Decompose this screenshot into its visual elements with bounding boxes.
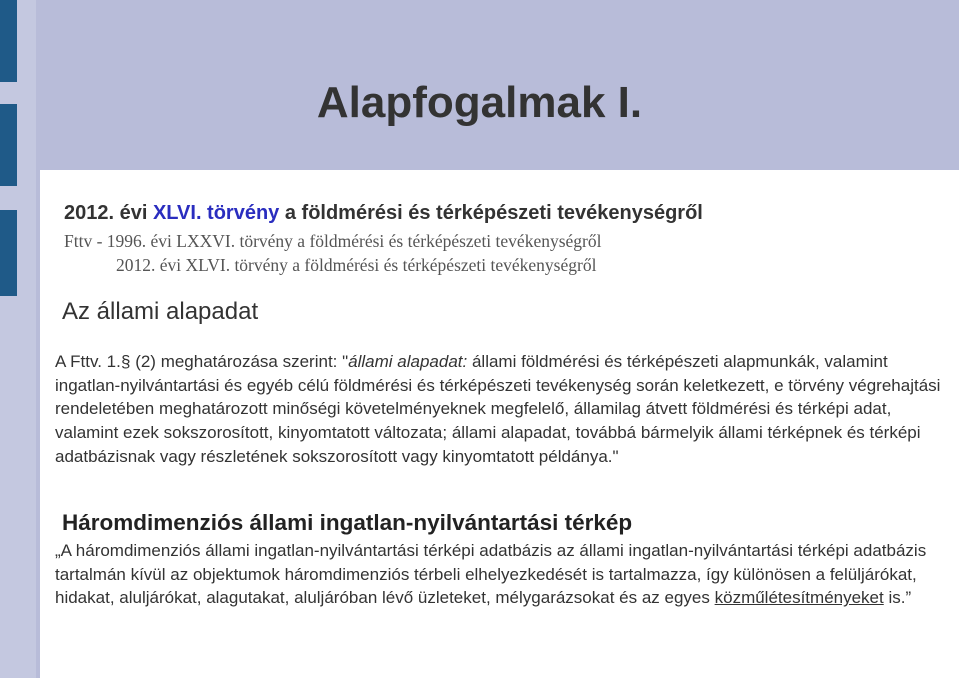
definition-part1: (2) meghatározása szerint: " [130,352,349,371]
definition-intro: A Fttv. 1. [55,352,121,371]
law-new-reference: 2012. évi XLVI. törvény a földmérési és térképészeti tevékenységről [116,255,597,275]
utility-link[interactable]: közműlétesítményeket [714,588,884,608]
law-old-reference: Fttv - 1996. évi LXXVI. törvény a földmérési és térképészeti tevékenységről [64,231,602,251]
definition-term: állami alapadat: [348,352,468,371]
section-heading-3d-map: Háromdimenziós állami ingatlan-nyilvántartási térkép [62,510,633,535]
law-year: 2012. évi [64,202,153,224]
decor-bar-bottom [0,210,17,296]
3d-map-paragraph [55,539,955,610]
section-sign: § [121,352,131,371]
law-number: XLVI. törvény [152,202,280,224]
decor-bar-top [0,0,17,82]
slide-title: Alapfogalmak I. [316,78,643,127]
3d-map-part2: is.” [883,588,912,608]
slide-content [40,170,959,678]
section-heading-alapadat: Az állami alapadat [62,298,259,325]
definition-paragraph [55,350,955,469]
definition-part2: állami földmérési és térképészeti alapmunkák, valamint ingatlan-nyilvántartási és egyéb célú földmérési és térképészeti tevékenység során keletkezett, e törvény végrehajtási rendeletében meghatározott minőségi követelményeknek megfelelő, államilag átvett földmérési és térképi adat, valamint ezek sokszorosított, kinyomtatott változata; állami alapadat, továbbá bármelyik állami térképnek és térképi adatbázisnak vagy részletének sokszorosított vagy kinyomtatott példánya." [55,352,941,466]
law-title [64,202,703,225]
law-subject: a földmérési és térképészeti tevékenységről [279,202,703,224]
3d-map-part1: „A háromdimenziós állami ingatlan-nyilvántartási térképi adatbázis az állami ingatlan-nyilvántartási térképi adatbázis tartalmán kívül az objektumok háromdimenziós térbeli elhelyezkedését is tartalmazza, így különösen a felüljárókat, hidakat, aluljárókat, alagutakat, aluljáróban lévő üzleteket, mélygarázsokat és az egyes [55,541,927,608]
